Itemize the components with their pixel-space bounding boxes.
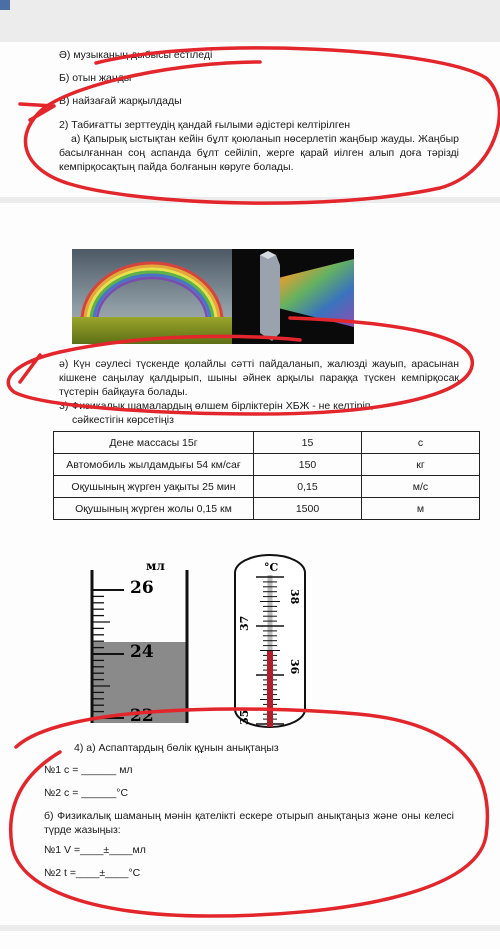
question-4: 4) а) Аспаптардың бөлік құнын анықтаңыз <box>74 742 279 754</box>
measuring-cylinder <box>84 558 194 723</box>
table-cell: кг <box>362 454 480 476</box>
table-cell: Дене массасы 15г <box>54 432 254 454</box>
cylinder-label-26: 26 <box>130 578 154 598</box>
thermo-label-38: 38 <box>288 589 301 605</box>
prism-photo <box>232 249 354 344</box>
table-cell: с <box>362 432 480 454</box>
table-cell: Автомобиль жылдамдығы 54 км/сағ <box>54 454 254 476</box>
thermometer-mercury <box>267 651 273 727</box>
table-cell: Оқушының жүрген уақыты 25 мин <box>54 476 254 498</box>
cylinder-label-24: 24 <box>130 642 154 662</box>
edge-marker <box>0 0 10 10</box>
table-row <box>54 498 480 520</box>
question-2: 2) Табиғатты зерттеудің қандай ғылыми әдістері келтірілген <box>59 119 351 131</box>
units-table <box>53 431 480 520</box>
thermometer <box>233 553 308 728</box>
table-row <box>54 432 480 454</box>
option-c: В) найзағай жарқылдады <box>59 95 182 107</box>
table-row <box>54 476 480 498</box>
worksheet-page-1 <box>0 42 500 197</box>
question-2-b: ә) Күн сәулесі түскенде қолайлы сәтті пайдаланып, жалюзді жауып, арасынан кішкене саңылау қалдырып, шыны әйнек арқылы параққа түскен кемпірқосақ түстерін байқауға болады. <box>59 358 459 398</box>
table-cell: 1500 <box>254 498 362 520</box>
question-2-a: а) Қапырық ыстықтан кейін бұлт қоюланып нөсерлетіп жаңбыр жауды. Жаңбыр басылғаннан соң аспанда бұлт сейіліп, жерге қарай иілген алып доға тәрізді кемпірқосақтың пайда болғанын көруге болады. <box>59 133 459 173</box>
table-cell: м <box>362 498 480 520</box>
answer-n2: №2 c = ______°С <box>44 787 129 799</box>
option-b: Б) отын жанды <box>59 72 132 84</box>
thermo-label-37: 37 <box>238 615 251 631</box>
table-cell: 15 <box>254 432 362 454</box>
cylinder-label-22: 22 <box>130 706 154 723</box>
thermometer-unit: °C <box>264 561 279 574</box>
option-a: Ә) музыканың дыбысы естіледі <box>59 49 213 61</box>
cylinder-unit: мл <box>146 559 165 573</box>
table-cell: м/с <box>362 476 480 498</box>
answer-n1: №1 c = ______ мл <box>44 764 133 776</box>
answer-n2-b: №2 t =____±____°С <box>44 867 141 879</box>
answer-n1-b: №1 V =____±____мл <box>44 844 146 856</box>
table-cell: 150 <box>254 454 362 476</box>
question-3: 3) Физикалық шамалардың өлшем бірліктерін ХБЖ - не келтіріп, <box>59 400 374 412</box>
table-row <box>54 454 480 476</box>
table-cell: Оқушының жүрген жолы 0,15 км <box>54 498 254 520</box>
worksheet-page-2 <box>0 203 500 925</box>
table-cell: 0,15 <box>254 476 362 498</box>
question-4-b: б) Физикалық шаманың мәнін қателікті ескере отырып анықтаңыз және оны келесі түрде жазыңыз: <box>44 810 454 836</box>
thermo-label-36: 36 <box>288 659 301 675</box>
question-3-b: сәйкестігін көрсетіңіз <box>72 414 174 426</box>
worksheet-page-3 <box>0 931 500 949</box>
rainbow-photo <box>72 249 232 344</box>
thermo-label-35: 35 <box>238 709 251 725</box>
